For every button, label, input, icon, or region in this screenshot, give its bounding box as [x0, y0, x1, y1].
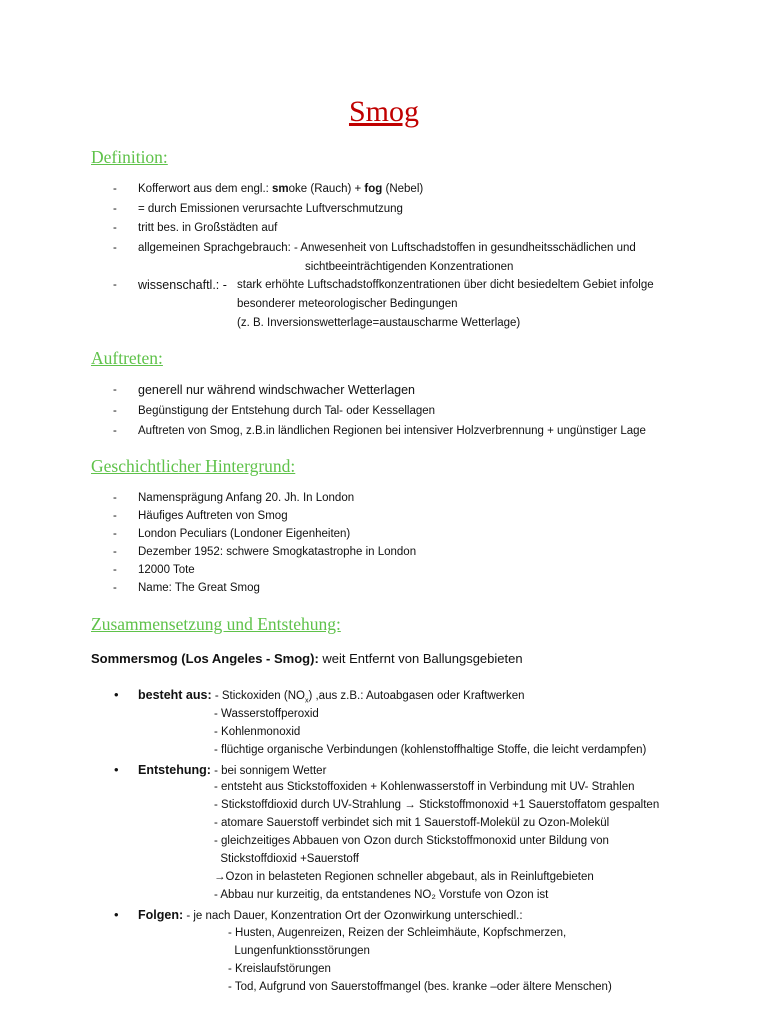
- bullet-dash: -: [113, 546, 117, 558]
- sommersmog-line: Sommersmog (Los Angeles - Smog): weit Entfernt von Ballungsgebieten: [91, 651, 523, 666]
- entstehung-item: - Abbau nur kurzeitig, da entstandenes NO₂ Vorstufe von Ozon ist: [214, 889, 549, 901]
- definition-item-3: tritt bes. in Großstädten auf: [138, 222, 278, 234]
- folgen-item: - Kreislaufstörungen: [228, 963, 331, 975]
- bullet-dash: -: [113, 510, 117, 522]
- bullet-dash: -: [113, 203, 117, 215]
- entstehung-item: - entsteht aus Stickstoffoxiden + Kohlenwasserstoff in Verbindung mit UV- Strahlen: [214, 781, 635, 793]
- bullet-dash: -: [113, 279, 117, 291]
- bullet-dash: -: [113, 183, 117, 195]
- bullet-dash: -: [113, 425, 117, 437]
- folgen-item: - Husten, Augenreizen, Reizen der Schleimhäute, Kopfschmerzen,: [228, 927, 567, 939]
- bullet-dot: •: [114, 687, 119, 702]
- definition-heading: Definition:: [91, 147, 168, 167]
- geschichte-item-4: Dezember 1952: schwere Smogkatastrophe in London: [138, 546, 417, 558]
- definition-item-2: = durch Emissionen verursachte Luftverschmutzung: [138, 203, 403, 215]
- definition-item-4: allgemeinen Sprachgebrauch: - Anwesenheit von Luftschadstoffen in gesundheitsschädlichen und: [138, 242, 636, 254]
- bullet-dash: -: [113, 492, 117, 504]
- definition-item-5-cont: besonderer meteorologischer Bedingungen: [237, 298, 458, 310]
- entstehung-line: Entstehung: - bei sonnigem Wetter: [138, 763, 327, 777]
- entstehung-item: - gleichzeitiges Abbauen von Ozon durch Stickstoffmonoxid unter Bildung von: [214, 835, 609, 847]
- geschichte-item-3: London Peculiars (Londoner Eigenheiten): [138, 528, 351, 540]
- entstehung-item: - atomare Sauerstoff verbindet sich mit 1 Sauerstoff-Molekül zu Ozon-Molekül: [214, 817, 610, 829]
- besteht-aus-line: besteht aus: - Stickoxiden $(NO_x)$ ,aus z.B.: Autoabgasen oder Kraftwerken: [138, 688, 525, 705]
- geschichte-item-1: Namensprägung Anfang 20. Jh. In London: [138, 492, 355, 504]
- definition-item-1: Kofferwort aus dem engl.: smoke (Rauch) + fog (Nebel): [138, 183, 424, 195]
- zusammensetzung-heading: Zusammensetzung und Entstehung:: [91, 614, 341, 634]
- folgen-item: Lungenfunktionsstörungen: [228, 945, 370, 957]
- auftreten-item-2: Begünstigung der Entstehung durch Tal- oder Kessellagen: [138, 405, 436, 417]
- geschichte-heading: Geschichtlicher Hintergrund:: [91, 456, 296, 476]
- entstehung-item: Stickstoffdioxid +Sauerstoff: [214, 853, 360, 865]
- entstehung-item: →Ozon in belasteten Regionen schneller abgebaut, als in Reinluftgebieten: [214, 871, 594, 883]
- besteht-aus-item: - flüchtige organische Verbindungen (kohlenstoffhaltige Stoffe, die leicht verdampfen): [214, 744, 647, 756]
- bullet-dash: -: [113, 564, 117, 576]
- auftreten-item-1: generell nur während windschwacher Wetterlagen: [138, 383, 416, 397]
- bullet-dash: -: [113, 528, 117, 540]
- auftreten-item-3: Auftreten von Smog, z.B.in ländlichen Regionen bei intensiver Holzverbrennung + ungünstiger Lage: [138, 425, 646, 437]
- folgen-line: Folgen: - je nach Dauer, Konzentration Ort der Ozonwirkung unterschiedl.:: [138, 908, 523, 922]
- auftreten-heading: Auftreten:: [91, 348, 163, 368]
- besteht-aus-item: - Kohlenmonoxid: [214, 726, 301, 738]
- geschichte-item-5: 12000 Tote: [138, 564, 195, 576]
- definition-item-4-cont: sichtbeeinträchtigenden Konzentrationen: [305, 261, 514, 273]
- bullet-dash: -: [113, 384, 117, 396]
- bullet-dash: -: [113, 405, 117, 417]
- page-title: Smog: [348, 95, 420, 128]
- geschichte-item-6: Name: The Great Smog: [138, 582, 260, 594]
- definition-item-5: stark erhöhte Luftschadstoffkonzentrationen über dicht besiedeltem Gebiet infolge: [237, 279, 654, 291]
- bullet-dash: -: [113, 222, 117, 234]
- bullet-dot: •: [114, 907, 119, 922]
- geschichte-item-2: Häufiges Auftreten von Smog: [138, 510, 288, 522]
- besteht-aus-item: - Wasserstoffperoxid: [214, 708, 319, 720]
- bullet-dot: •: [114, 762, 119, 777]
- folgen-item: - Tod, Aufgrund von Sauerstoffmangel (bes. kranke –oder ältere Menschen): [228, 981, 612, 993]
- bullet-dash: -: [113, 582, 117, 594]
- definition-item-5-cont2: (z. B. Inversionswetterlage=austauscharme Wetterlage): [237, 317, 521, 329]
- entstehung-item: - Stickstoffdioxid durch UV-Strahlung → Stickstoffmonoxid +1 Sauerstoffatom gespalten: [214, 799, 660, 811]
- bullet-dash: -: [113, 242, 117, 254]
- definition-item-5-lead: wissenschaftl.: -: [138, 278, 227, 292]
